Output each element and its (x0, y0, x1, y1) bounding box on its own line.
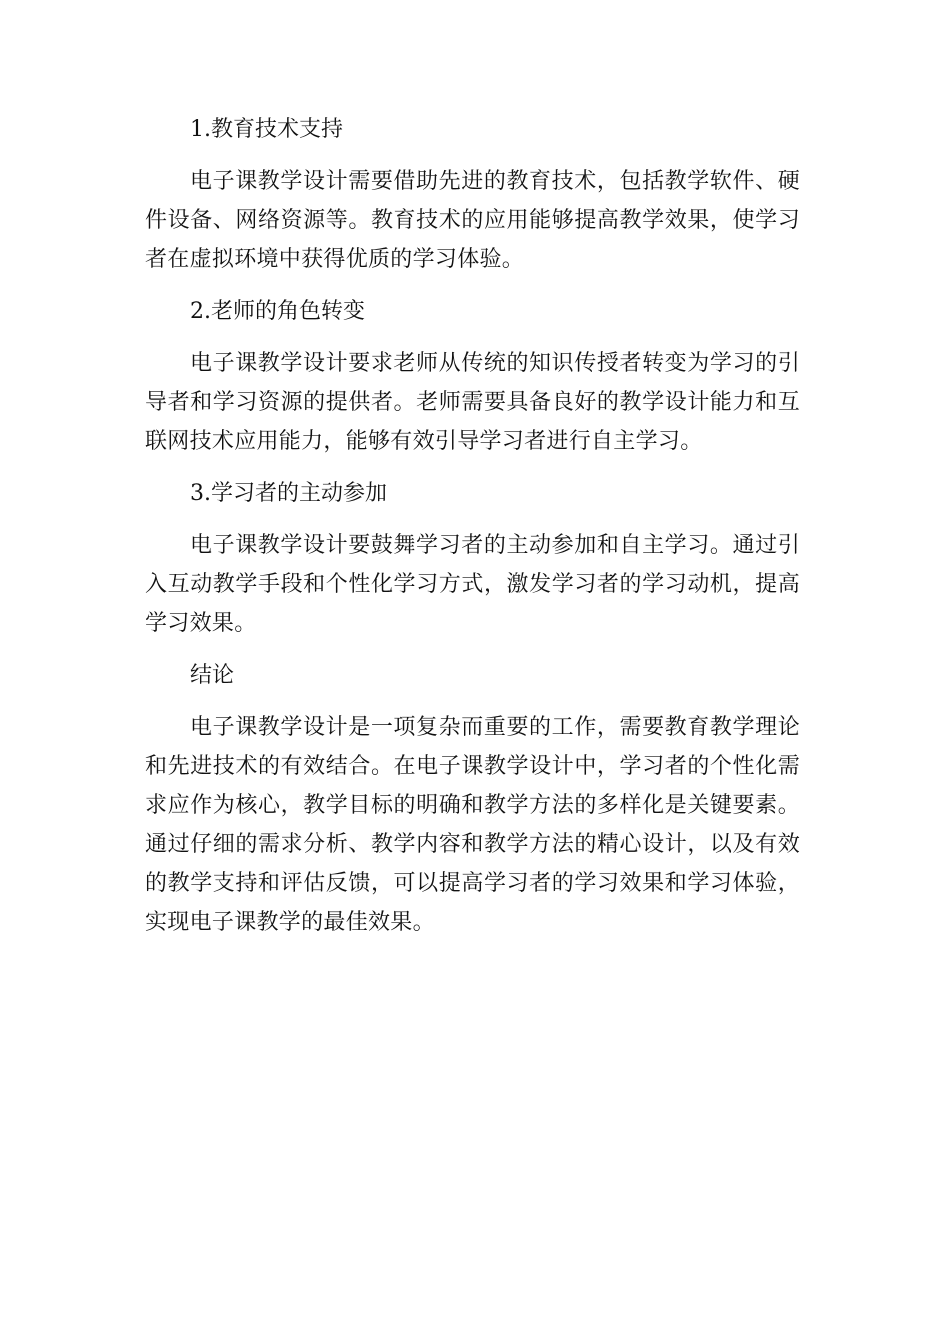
section-heading-3: 3.学习者的主动参加 (190, 481, 387, 506)
conclusion-paragraph: 电子课教学设计是一项复杂而重要的工作，需要教育教学理论和先进技术的有效结合。在电子课教学设计中，学习者的个性化需求应作为核心，教学目标的明确和教学方法的多样化是关键要素。通过仔细的需求分析、教学内容和教学方法的精心设计，以及有效的教学支持和评估反馈，可以提高学习者的学习效果和学习体验，实现电子课教学的最佳效果。 (145, 715, 800, 935)
spacer (145, 279, 800, 292)
spacer (145, 149, 800, 162)
section-paragraph-2: 电子课教学设计要求老师从传统的知识传授者转变为学习的引导者和学习资源的提供者。老师需要具备良好的教学设计能力和互联网技术应用能力，能够有效引导学习者进行自主学习。 (145, 351, 800, 454)
section-heading-2: 2.老师的角色转变 (190, 299, 365, 324)
spacer (145, 331, 800, 344)
section-paragraph-1: 电子课教学设计需要借助先进的教育技术，包括教学软件、硬件设备、网络资源等。教育技术的应用能够提高教学效果，使学习者在虚拟环境中获得优质的学习体验。 (145, 169, 800, 272)
spacer (145, 461, 800, 474)
spacer (145, 695, 800, 708)
conclusion-heading: 结论 (190, 663, 235, 688)
document-page (145, 110, 800, 942)
spacer (145, 643, 800, 656)
section-paragraph-3: 电子课教学设计要鼓舞学习者的主动参加和自主学习。通过引入互动教学手段和个性化学习方式，激发学习者的学习动机，提高学习效果。 (145, 533, 800, 636)
spacer (145, 513, 800, 526)
section-heading-1: 1.教育技术支持 (190, 117, 343, 142)
